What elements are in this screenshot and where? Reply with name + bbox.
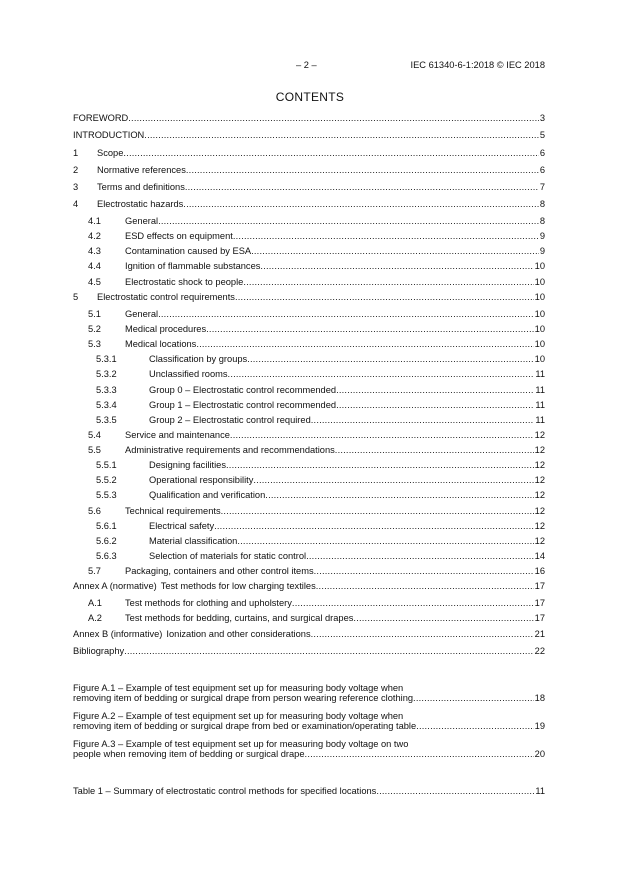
toc-entry-text: General xyxy=(125,216,159,226)
toc-entry-5-3-1[interactable] xyxy=(73,354,545,364)
toc-entry-text: Unclassified rooms xyxy=(149,369,228,379)
dot-leader xyxy=(183,199,539,209)
dot-leader xyxy=(233,231,539,241)
toc-entry-text: Bibliography xyxy=(73,646,125,656)
toc-entry-5-5[interactable] xyxy=(73,445,545,455)
toc-page-number: 11 xyxy=(535,369,545,379)
toc-entry-text: Group 2 – Electrostatic control required xyxy=(149,415,311,425)
toc-entry-5-6-1[interactable] xyxy=(73,521,545,531)
toc-page-number: 12 xyxy=(534,536,545,546)
toc-page-number: 11 xyxy=(535,400,545,410)
dot-leader xyxy=(196,339,533,349)
toc-entry-text: Normative references xyxy=(97,165,186,175)
toc-entry-5-3-3[interactable] xyxy=(73,385,545,395)
toc-entry-4-3[interactable] xyxy=(73,246,545,256)
toc-page-number: 6 xyxy=(539,165,545,175)
toc-entry-text: FOREWORD xyxy=(73,113,129,123)
toc-entry-number: A.2 xyxy=(88,613,102,623)
toc-entry-4-5[interactable] xyxy=(73,277,545,287)
toc-entry-number: 5.5.3 xyxy=(96,490,117,500)
dot-leader xyxy=(311,629,534,639)
toc-entry-text: Electrostatic shock to people xyxy=(125,277,244,287)
toc-page-number: 11 xyxy=(535,415,545,425)
figure-entry-line: removing item of bedding or surgical drape from bed or examination/operating table xyxy=(73,721,417,731)
toc-entry-text: Packaging, containers and other control items xyxy=(125,566,314,576)
figure-entry-line: people when removing item of bedding or surgical drape xyxy=(73,749,305,759)
toc-entry-number: 4.2 xyxy=(88,231,101,241)
figure-entry-line: Figure A.3 – Example of test equipment set up for measuring body voltage on two xyxy=(73,739,409,749)
toc-entry-5-5-1[interactable] xyxy=(73,460,545,470)
toc-entry-2[interactable] xyxy=(73,165,545,175)
dot-leader xyxy=(251,246,539,256)
toc-page-number: 12 xyxy=(534,506,545,516)
toc-entry-a-1[interactable] xyxy=(73,598,545,608)
dot-leader xyxy=(228,369,535,379)
toc-entry-number: 3 xyxy=(73,182,79,192)
toc-entry-text: General xyxy=(125,309,159,319)
toc-page-number: 12 xyxy=(534,490,545,500)
toc-entry-5-6-3[interactable] xyxy=(73,551,545,561)
dot-leader xyxy=(265,490,533,500)
toc-page-number: 6 xyxy=(539,148,545,158)
toc-entry-text: Scope xyxy=(97,148,124,158)
toc-entry-number: 5.3 xyxy=(88,339,101,349)
toc-page-number: 10 xyxy=(534,277,545,287)
toc-entry-text: Selection of materials for static control xyxy=(149,551,307,561)
toc-entry-text: Medical locations xyxy=(125,339,197,349)
toc-page-number: 16 xyxy=(534,566,545,576)
toc-page-number: 12 xyxy=(534,460,545,470)
dot-leader xyxy=(376,786,534,796)
toc-page-number: 7 xyxy=(539,182,545,192)
toc-entry-bibliography[interactable] xyxy=(73,646,545,656)
toc-page-number: 3 xyxy=(539,113,545,123)
toc-entry-text: ESD effects on equipment xyxy=(125,231,233,241)
toc-entry-foreword[interactable] xyxy=(73,113,545,123)
toc-entry-number: 4 xyxy=(73,199,79,209)
toc-page-number: 8 xyxy=(539,199,545,209)
toc-entry-number: Annex B (informative) xyxy=(73,629,163,639)
toc-entry-text: INTRODUCTION xyxy=(73,130,145,140)
toc-entry-4[interactable] xyxy=(73,199,545,209)
dot-leader xyxy=(230,430,534,440)
toc-entry-text: Designing facilities xyxy=(149,460,226,470)
dot-leader xyxy=(158,309,534,319)
dot-leader xyxy=(185,182,539,192)
dot-leader xyxy=(292,598,534,608)
toc-entry-text: Qualification and verification xyxy=(149,490,266,500)
toc-entry-5-3-5[interactable] xyxy=(73,415,545,425)
dot-leader xyxy=(336,400,534,410)
toc-page-number: 20 xyxy=(534,749,545,759)
toc-entry-5-1[interactable] xyxy=(73,309,545,319)
toc-entry-number: 5.6.2 xyxy=(96,536,117,546)
dot-leader xyxy=(247,354,533,364)
dot-leader xyxy=(413,693,534,703)
toc-entry-text: Classification by groups xyxy=(149,354,248,364)
dot-leader xyxy=(306,551,534,561)
toc-page-number: 12 xyxy=(534,475,545,485)
toc-page-number: 9 xyxy=(539,231,545,241)
table-entry-1[interactable] xyxy=(73,786,545,796)
toc-entry-number: 2 xyxy=(73,165,79,175)
toc-entry-number: 5.5.1 xyxy=(96,460,117,470)
toc-entry-text: Service and maintenance xyxy=(125,430,230,440)
toc-entry-text: Medical procedures xyxy=(125,324,207,334)
toc-entry-introduction[interactable] xyxy=(73,130,545,140)
toc-page-number: 17 xyxy=(534,581,545,591)
figure-entry-a-3[interactable] xyxy=(73,739,545,759)
standard-reference: IEC 61340-6-1:2018 © IEC 2018 xyxy=(410,60,545,70)
toc-entry-number: 5.6.3 xyxy=(96,551,117,561)
toc-page-number: 18 xyxy=(534,693,545,703)
toc-entry-number: 4.5 xyxy=(88,277,101,287)
toc-entry-number: 4.3 xyxy=(88,246,101,256)
toc-entry-number: 1 xyxy=(73,148,79,158)
toc-entry-number: 5.6.1 xyxy=(96,521,117,531)
toc-entry-3[interactable] xyxy=(73,182,545,192)
contents-title: CONTENTS xyxy=(275,90,345,104)
toc-entry-annex-a[interactable] xyxy=(73,581,545,591)
dot-leader xyxy=(206,324,534,334)
toc-page-number: 12 xyxy=(534,430,545,440)
toc-entry-5-6-2[interactable] xyxy=(73,536,545,546)
toc-entry-text: Test methods for clothing and upholstery xyxy=(125,598,292,608)
toc-page-number: 19 xyxy=(534,721,545,731)
toc-entry-text: Electrostatic control requirements xyxy=(97,292,235,302)
toc-entry-5-3-4[interactable] xyxy=(73,400,545,410)
dot-leader xyxy=(235,292,534,302)
toc-entry-5[interactable] xyxy=(73,292,545,302)
dot-leader xyxy=(253,475,533,485)
toc-page-number: 8 xyxy=(539,216,545,226)
toc-page-number: 10 xyxy=(534,339,545,349)
toc-entry-number: 5.4 xyxy=(88,430,101,440)
toc-page-number: 10 xyxy=(534,309,545,319)
toc-page-number: 11 xyxy=(535,786,545,796)
dot-leader xyxy=(221,506,534,516)
toc-entry-number: 5.3.5 xyxy=(96,415,117,425)
toc-entry-5-7[interactable] xyxy=(73,566,545,576)
dot-leader xyxy=(416,721,534,731)
dot-leader xyxy=(186,165,539,175)
toc-entry-annex-b[interactable] xyxy=(73,629,545,639)
toc-page-number: 10 xyxy=(534,354,545,364)
toc-entry-number: 5.5.2 xyxy=(96,475,117,485)
toc-page-number: 12 xyxy=(534,521,545,531)
toc-page-number: 14 xyxy=(534,551,545,561)
toc-entry-number: 4.1 xyxy=(88,216,101,226)
toc-page-number: 10 xyxy=(534,292,545,302)
toc-page-number: 17 xyxy=(534,598,545,608)
toc-entry-number: 5.1 xyxy=(88,309,101,319)
toc-entry-number: 5.2 xyxy=(88,324,101,334)
toc-entry-number: 5.7 xyxy=(88,566,101,576)
toc-entry-number: 5.5 xyxy=(88,445,101,455)
toc-entry-text: Operational responsibility xyxy=(149,475,254,485)
dot-leader xyxy=(243,277,533,287)
dot-leader xyxy=(144,130,539,140)
toc-page-number: 5 xyxy=(539,130,545,140)
dot-leader xyxy=(311,415,535,425)
dot-leader xyxy=(314,566,534,576)
figure-entry-line: removing item of bedding or surgical drape from person wearing reference clothing xyxy=(73,693,414,703)
dot-leader xyxy=(316,581,534,591)
figure-entry-line: Figure A.2 – Example of test equipment set up for measuring body voltage when xyxy=(73,711,404,721)
toc-entry-text: Electrical safety xyxy=(149,521,215,531)
toc-page-number: 11 xyxy=(535,385,545,395)
toc-page-number: 10 xyxy=(534,324,545,334)
toc-entry-text: Test methods for bedding, curtains, and surgical drapes xyxy=(125,613,354,623)
toc-entry-text: Test methods for low charging textiles xyxy=(160,581,316,591)
figure-entry-line: Figure A.1 – Example of test equipment set up for measuring body voltage when xyxy=(73,683,404,693)
toc-entry-text: Ignition of flammable substances xyxy=(125,261,261,271)
toc-entry-number: 4.4 xyxy=(88,261,101,271)
toc-entry-5-4[interactable] xyxy=(73,430,545,440)
toc-entry-number: 5.6 xyxy=(88,506,101,516)
dot-leader xyxy=(260,261,533,271)
toc-entry-number: 5.3.4 xyxy=(96,400,117,410)
toc-entry-number: 5.3.3 xyxy=(96,385,117,395)
toc-entry-5-6[interactable] xyxy=(73,506,545,516)
toc-entry-number: 5.3.1 xyxy=(96,354,117,364)
toc-entry-number: 5.3.2 xyxy=(96,369,117,379)
toc-entry-text: Material classification xyxy=(149,536,238,546)
toc-page-number: 22 xyxy=(534,646,545,656)
toc-entry-4-4[interactable] xyxy=(73,261,545,271)
toc-page-number: 17 xyxy=(534,613,545,623)
figure-entry-a-1[interactable] xyxy=(73,683,545,703)
dot-leader xyxy=(226,460,534,470)
dot-leader xyxy=(124,646,533,656)
dot-leader xyxy=(353,613,533,623)
dot-leader xyxy=(128,113,539,123)
toc-entry-text: Group 1 – Electrostatic control recommended xyxy=(149,400,337,410)
toc-entry-text: Terms and definitions xyxy=(97,182,185,192)
toc-page-number: 10 xyxy=(534,261,545,271)
toc-entry-text: Technical requirements xyxy=(125,506,221,516)
dot-leader xyxy=(336,385,534,395)
dot-leader xyxy=(237,536,533,546)
toc-entry-5-5-2[interactable] xyxy=(73,475,545,485)
dot-leader xyxy=(214,521,534,531)
toc-entry-text: Administrative requirements and recommendations xyxy=(125,445,335,455)
page-header xyxy=(0,60,620,74)
toc-page-number: 9 xyxy=(539,246,545,256)
dot-leader xyxy=(123,148,538,158)
dot-leader xyxy=(305,749,534,759)
toc-entry-1[interactable] xyxy=(73,148,545,158)
toc-entry-number: A.1 xyxy=(88,598,102,608)
toc-entry-5-3-2[interactable] xyxy=(73,369,545,379)
toc-entry-number: Annex A (normative) xyxy=(73,581,157,591)
figure-entry-a-2[interactable] xyxy=(73,711,545,731)
toc-entry-4-2[interactable] xyxy=(73,231,545,241)
toc-entry-5-2[interactable] xyxy=(73,324,545,334)
table-entry-text: Table 1 – Summary of electrostatic control methods for specified locations xyxy=(73,786,377,796)
toc-entry-text: Contamination caused by ESA xyxy=(125,246,252,256)
toc-page-number: 12 xyxy=(534,445,545,455)
toc-page-number: 21 xyxy=(534,629,545,639)
toc-entry-number: 5 xyxy=(73,292,79,302)
page-number: – 2 – xyxy=(296,60,317,70)
toc-entry-text: Group 0 – Electrostatic control recommended xyxy=(149,385,337,395)
toc-entry-4-1[interactable] xyxy=(73,216,545,226)
dot-leader xyxy=(335,445,534,455)
toc-entry-5-3[interactable] xyxy=(73,339,545,349)
toc-entry-5-5-3[interactable] xyxy=(73,490,545,500)
toc-entry-text: Electrostatic hazards xyxy=(97,199,184,209)
toc-entry-a-2[interactable] xyxy=(73,613,545,623)
dot-leader xyxy=(158,216,539,226)
toc-entry-text: Ionization and other considerations xyxy=(166,629,311,639)
